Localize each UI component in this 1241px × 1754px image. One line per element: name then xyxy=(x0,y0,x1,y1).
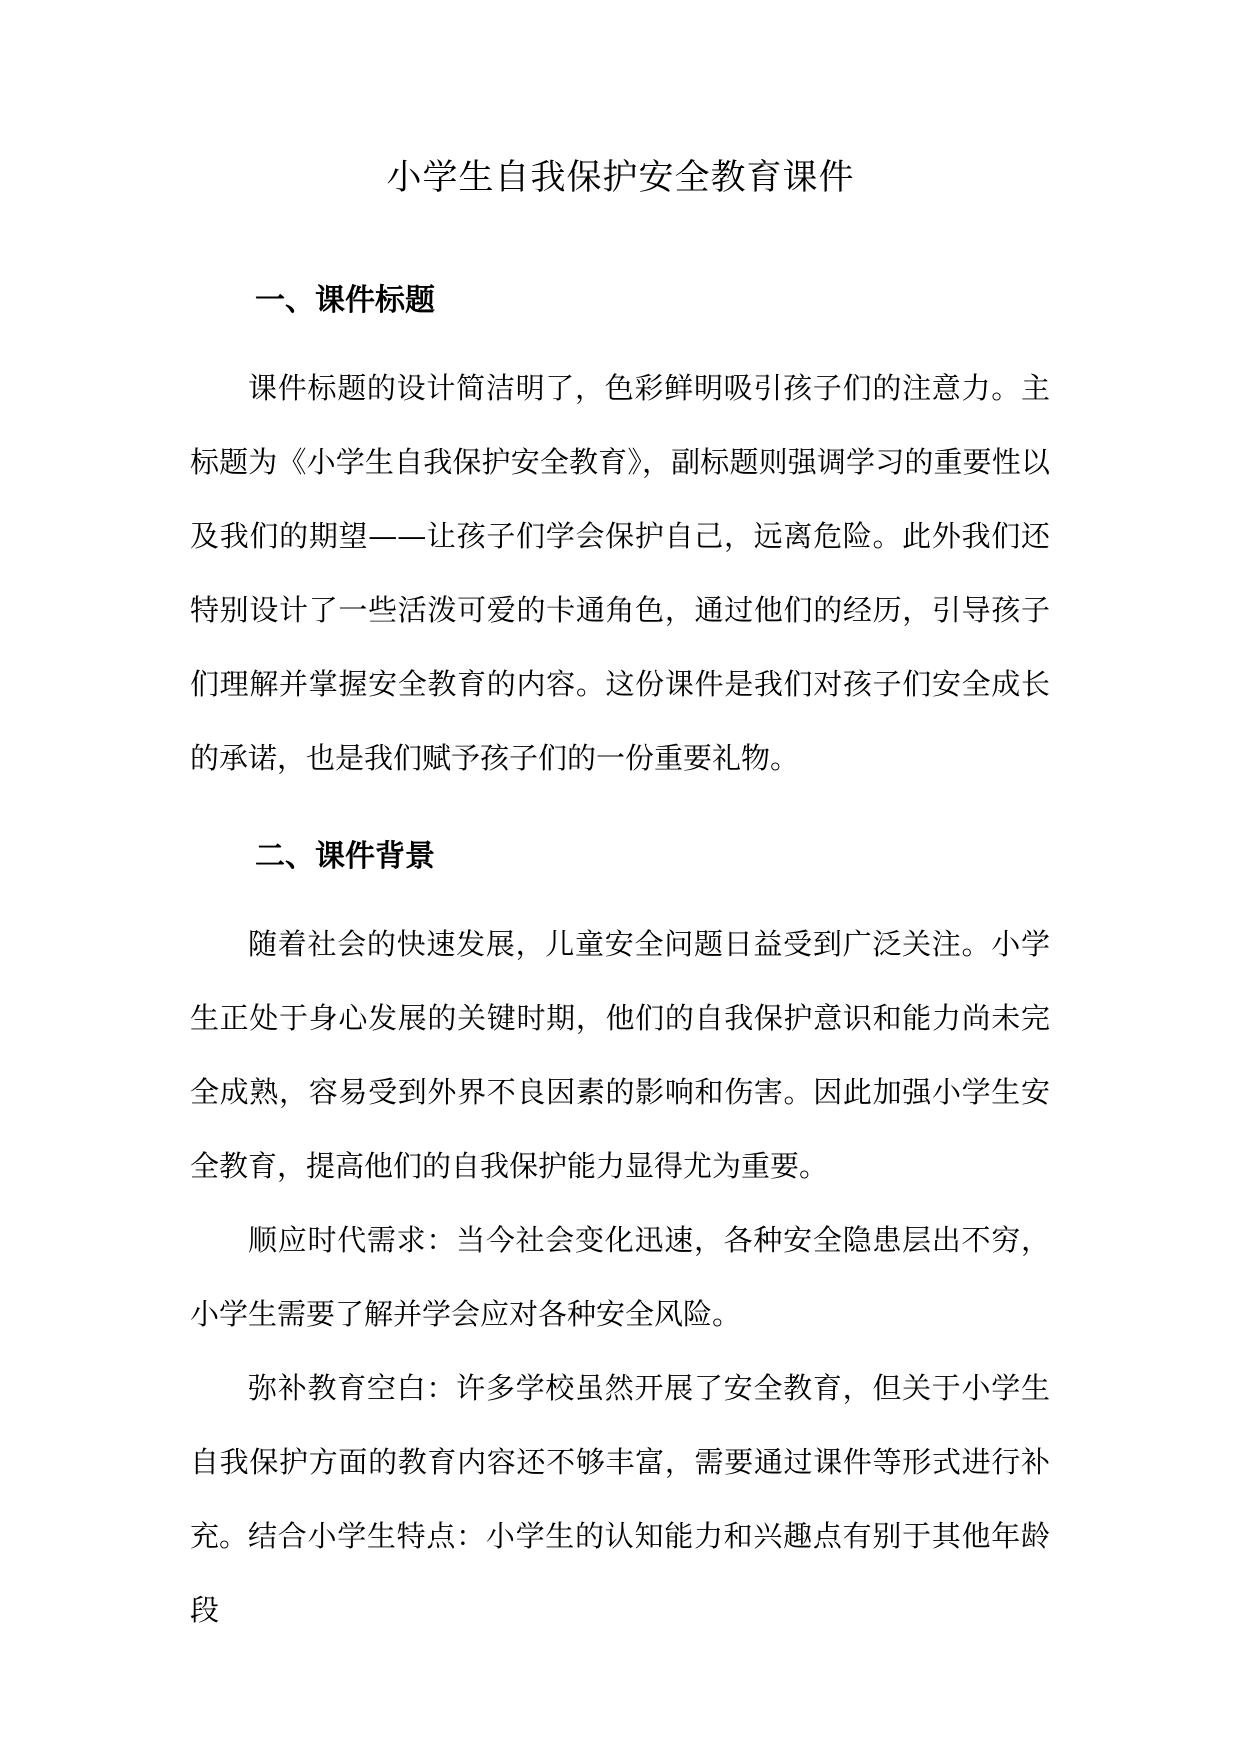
paragraph-times-needs: 顺应时代需求：当今社会变化迅速，各种安全隐患层出不穷，小学生需要了解并学会应对各种安全风险。 xyxy=(190,1223,1050,1331)
document-title: 小学生自我保护安全教育课件 xyxy=(386,158,855,198)
paragraph-education-gap: 弥补教育空白：许多学校虽然开展了安全教育，但关于小学生自我保护方面的教育内容还不够丰富，需要通过课件等形式进行补充。 xyxy=(190,1371,1050,1553)
section-heading-courseware-background: 二、课件背景 xyxy=(255,839,435,874)
paragraph-background-intro: 随着社会的快速发展，儿童安全问题日益受到广泛关注。小学生正处于身心发展的关键时期，他们的自我保护意识和能力尚未完全成熟，容易受到外界不良因素的影响和伤害。因此加强小学生安全教育，提高他们的自我保护能力显得尤为重要。 xyxy=(190,927,1050,1183)
paragraph-courseware-title: 课件标题的设计简洁明了，色彩鲜明吸引孩子们的注意力。主标题为《小学生自我保护安全教育》，副标题则强调学习的重要性以及我们的期望——让孩子们学会保护自己，远离危险。此外我们还特别设计了一些活泼可爱的卡通角色，通过他们的经历，引导孩子们理解并掌握安全教育的内容。这份课件是我们对孩子们安全成长的承诺，也是我们赋予孩子们的一份重要礼物。 xyxy=(190,371,1050,775)
section-heading-courseware-title: 一、课件标题 xyxy=(255,283,435,318)
paragraph-student-traits: 结合小学生特点：小学生的认知能力和兴趣点有别于其他年龄段 xyxy=(190,1519,1050,1627)
